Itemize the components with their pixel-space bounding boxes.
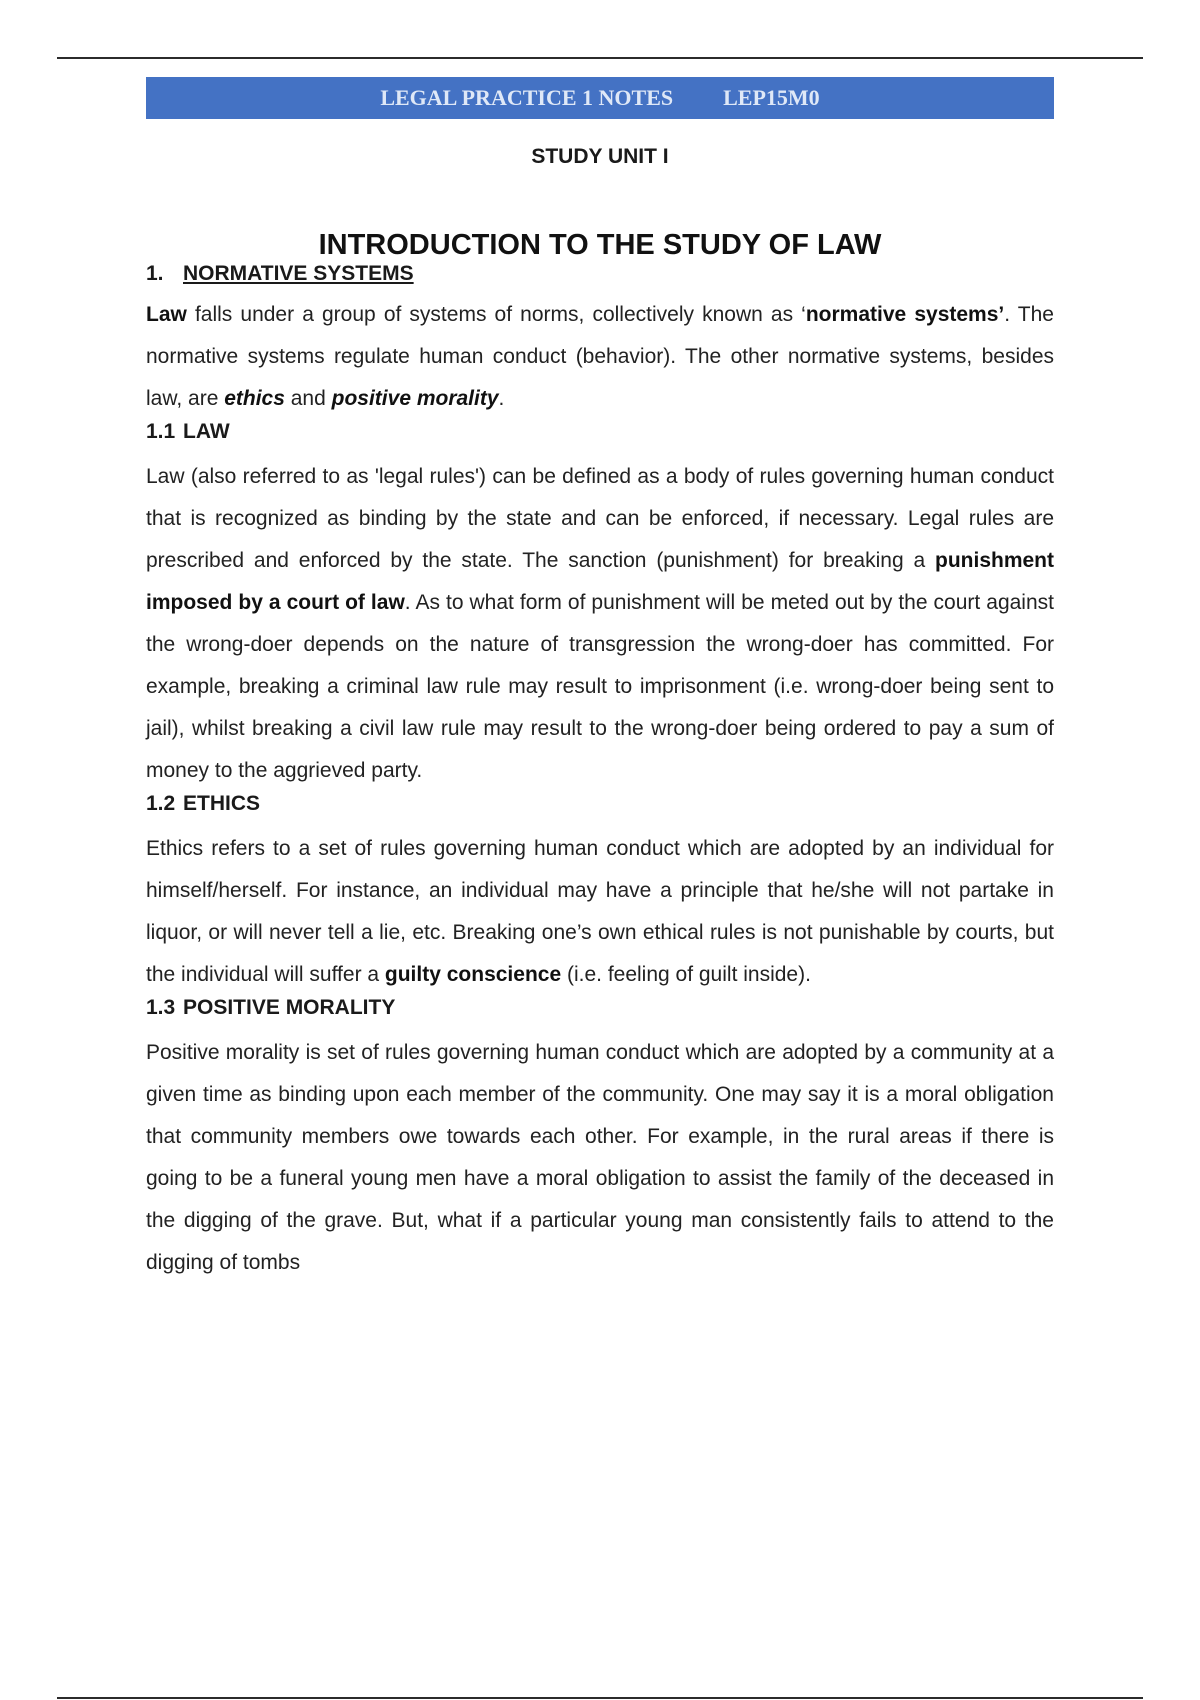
section-number: 1.3 bbox=[146, 996, 176, 1019]
bottom-rule bbox=[57, 1697, 1143, 1699]
section-number: 1.1 bbox=[146, 420, 176, 443]
section-heading-law bbox=[146, 420, 1054, 444]
section-title: ETHICS bbox=[183, 792, 261, 815]
paragraph-text: and bbox=[284, 387, 332, 410]
section-number: 1. bbox=[146, 262, 164, 285]
paragraph-text: falls under a group of systems of norms, collectively known as ‘ bbox=[186, 303, 806, 326]
paragraph-normative-systems bbox=[146, 294, 1054, 420]
paragraph-text: (i.e. feeling of guilt inside). bbox=[561, 963, 811, 986]
term-positive-morality: positive morality bbox=[331, 387, 499, 410]
section-heading-ethics bbox=[146, 792, 1054, 816]
header-banner bbox=[146, 77, 1054, 119]
term-ethics: ethics bbox=[224, 387, 285, 410]
paragraph-law bbox=[146, 456, 1054, 792]
paragraph-text: Ethics refers to a set of rules governing human conduct which are adopted by an individual for himself/herself. For instance, an individual may have a principle that he/she will not partake in liquor, or will never tell a lie, etc. Breaking one’s own ethical rules is not punishable by courts, but the individual will suffer a bbox=[146, 837, 1054, 986]
document-page bbox=[146, 77, 1054, 1284]
term-normative-systems: normative systems’ bbox=[805, 303, 1005, 326]
section-number: 1.2 bbox=[146, 792, 176, 815]
top-rule bbox=[57, 57, 1143, 59]
paragraph-text: . As to what form of punishment will be meted out by the court against the wrong-doer depends on the nature of transgression the wrong-doer has committed. For example, breaking a criminal law rule may result to imprisonment (i.e. wrong-doer being sent to jail), whilst breaking a civil law rule may result to the wrong-doer being ordered to pay a sum of money to the aggrieved party. bbox=[146, 591, 1054, 782]
term-punishment: punishment imposed by a court of law bbox=[146, 549, 1054, 614]
course-name: LEGAL PRACTICE 1 NOTES bbox=[380, 85, 674, 110]
paragraph-text: Law (also referred to as 'legal rules') can be defined as a body of rules governing human conduct that is recognized as binding by the state and can be enforced, if necessary. Legal rules are prescribed and enforced by the state. The sanction (punishment) for breaking a bbox=[146, 465, 1054, 572]
term-law: Law bbox=[146, 303, 187, 326]
paragraph-positive-morality: Positive morality is set of rules governing human conduct which are adopted by a community at a given time as binding upon each member of the community. One may say it is a moral obligation that community members owe towards each other. For example, in the rural areas if there is going to be a funeral young men have a moral obligation to assist the family of the deceased in the digging of the grave. But, what if a particular young man consistently fails to attend to the digging of tombs bbox=[146, 1041, 1054, 1274]
section-title: POSITIVE MORALITY bbox=[183, 996, 396, 1019]
paragraph-text: . The normative systems regulate human conduct (behavior). The other normative systems, besides law, are bbox=[146, 303, 1054, 410]
paragraph-ethics bbox=[146, 828, 1054, 996]
section-heading-normative-systems bbox=[146, 262, 1054, 286]
section-title: NORMATIVE SYSTEMS bbox=[183, 262, 414, 285]
page-title: INTRODUCTION TO THE STUDY OF LAW bbox=[318, 229, 882, 261]
course-code: LEP15M0 bbox=[723, 85, 820, 110]
study-unit-label: STUDY UNIT I bbox=[531, 145, 669, 168]
section-heading-positive-morality bbox=[146, 996, 1054, 1020]
term-guilty-conscience: guilty conscience bbox=[384, 963, 562, 986]
paragraph-text: . bbox=[498, 387, 505, 410]
section-title: LAW bbox=[183, 420, 230, 443]
